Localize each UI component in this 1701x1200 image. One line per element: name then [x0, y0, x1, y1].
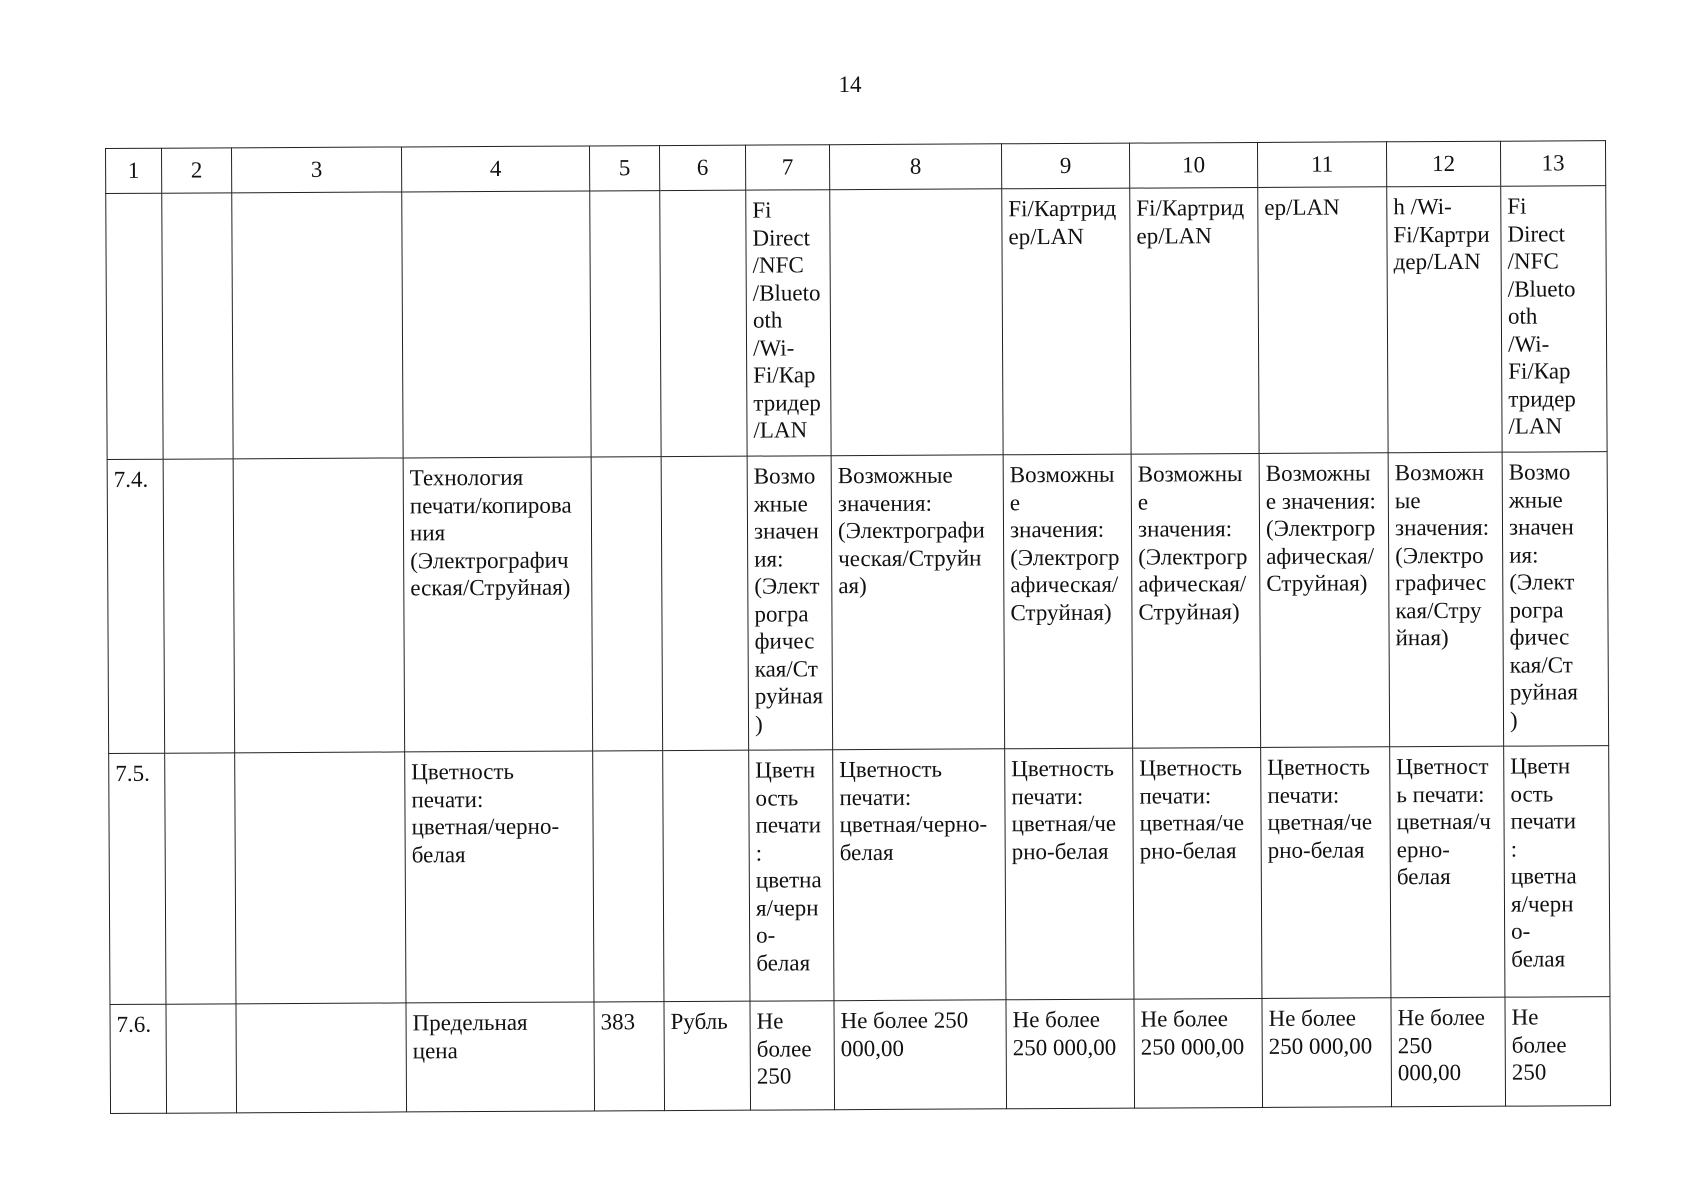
table-cell: Возмо жные значен ия: (Элект рогра фичес кая/Ст руйная ) [747, 456, 833, 750]
table-cell [591, 457, 663, 751]
table-row [110, 997, 1611, 1114]
table-cell: Цветность печати: цветная/че рно-белая [1261, 747, 1391, 999]
table-cell [106, 193, 163, 459]
table-row [107, 452, 1609, 754]
table-cell [660, 190, 747, 456]
table-cell [236, 1003, 407, 1113]
table-cell: Не более 250 000,00 [1006, 999, 1135, 1109]
table-cell: Возможны е значения: (Электрогр афическая/ Струйная) [1003, 454, 1133, 749]
table-cell: Цветность печати: цветная/че рно-белая [1005, 748, 1134, 1000]
table-cell [663, 750, 750, 1001]
table-cell: Цветност ь печати: цветная/ч ерно- белая [1390, 746, 1505, 998]
characteristic-name: Цветность печати: цветная/черно- белая [405, 751, 594, 1003]
characteristic-name: Технология печати/копирова ния (Электрографич еская/Струйная) [403, 457, 593, 752]
table-cell [593, 751, 664, 1002]
table-cell [162, 193, 233, 459]
table-cell: Не более 250 000,00 [1134, 998, 1263, 1108]
column-header: 10 [1129, 142, 1257, 188]
column-header: 13 [1500, 141, 1605, 187]
table-cell [163, 459, 235, 753]
table-cell: Возмо жные значен ия: (Элект рогра фичес кая/Ст руйная ) [1502, 452, 1609, 747]
table-cell: Не более 250 [1505, 997, 1611, 1107]
unit-name: Рубль [664, 1001, 751, 1110]
table-cell: Возможн ые значения: (Электро графичес кая/Стру йная) [1388, 452, 1504, 747]
table-cell: Возможны е значения: (Электрогр афическая/ Струйная) [1259, 453, 1390, 748]
table-cell: Fi Direct /NFC /Blueto oth /Wi- Fi/Кар тридер /LAN [1501, 186, 1607, 453]
spec-table [105, 140, 1611, 1114]
column-header: 4 [401, 146, 589, 192]
column-header: 9 [1001, 143, 1129, 189]
table-cell [235, 752, 406, 1004]
column-header: 1 [106, 148, 162, 193]
table-cell: Fi Direct /NFC /Blueto oth /Wi- Fi/Кар тридер /LAN [746, 190, 831, 456]
table-cell [165, 753, 236, 1004]
table-cell: Не более 250 [750, 1001, 835, 1110]
header-row [106, 141, 1606, 194]
table-cell: Fi/Картрид ер/LAN [1130, 187, 1259, 454]
table-cell: ер/LAN [1258, 187, 1388, 454]
table-cell [590, 191, 661, 457]
row-number: 7.5. [109, 753, 166, 1004]
column-header: 2 [162, 148, 232, 193]
table-cell [661, 456, 749, 750]
table-cell: Цветн ость печати : цветна я/черн о- белая [1504, 746, 1610, 998]
okei-code: 383 [594, 1002, 665, 1111]
table-cell: Цветн ость печати : цветна я/черн о- белая [749, 750, 834, 1001]
table-cell: Цветность печати: цветная/че рно-белая [1133, 747, 1262, 999]
table-cell: h /Wi- Fi/Картри дер/LAN [1387, 186, 1502, 453]
table-row [109, 746, 1610, 1005]
table-cell: Не более 250 000,00 [1262, 998, 1392, 1108]
row-number: 7.4. [107, 459, 165, 753]
row-number: 7.6. [110, 1004, 167, 1113]
table-cell [402, 191, 591, 458]
table-cell: Не более 250 000,00 [1391, 997, 1506, 1107]
column-header: 3 [232, 147, 402, 193]
table-cell [232, 192, 403, 459]
table-cell: Не более 250 000,00 [834, 1000, 1007, 1110]
table-cell: Возможные значения: (Электрографи ческая/Струйн ая) [831, 455, 1005, 750]
column-header: 5 [589, 146, 659, 191]
page-number: 14 [838, 72, 862, 97]
table-cell: Fi/Картрид ер/LAN [1002, 188, 1131, 455]
column-header: 7 [745, 145, 829, 190]
column-header: 6 [659, 145, 745, 190]
column-header: 8 [829, 144, 1001, 190]
table-cell: Возможны е значения: (Электрогр афическая/ Струйная) [1131, 453, 1261, 748]
column-header: 12 [1386, 141, 1500, 187]
table-cell [233, 458, 405, 753]
column-header: 11 [1257, 142, 1386, 188]
table-cell: Цветность печати: цветная/черно- белая [833, 749, 1006, 1001]
characteristic-name: Предельная цена [406, 1002, 595, 1112]
table-row [106, 186, 1607, 460]
table-cell [166, 1004, 237, 1113]
table-cell [830, 189, 1003, 456]
